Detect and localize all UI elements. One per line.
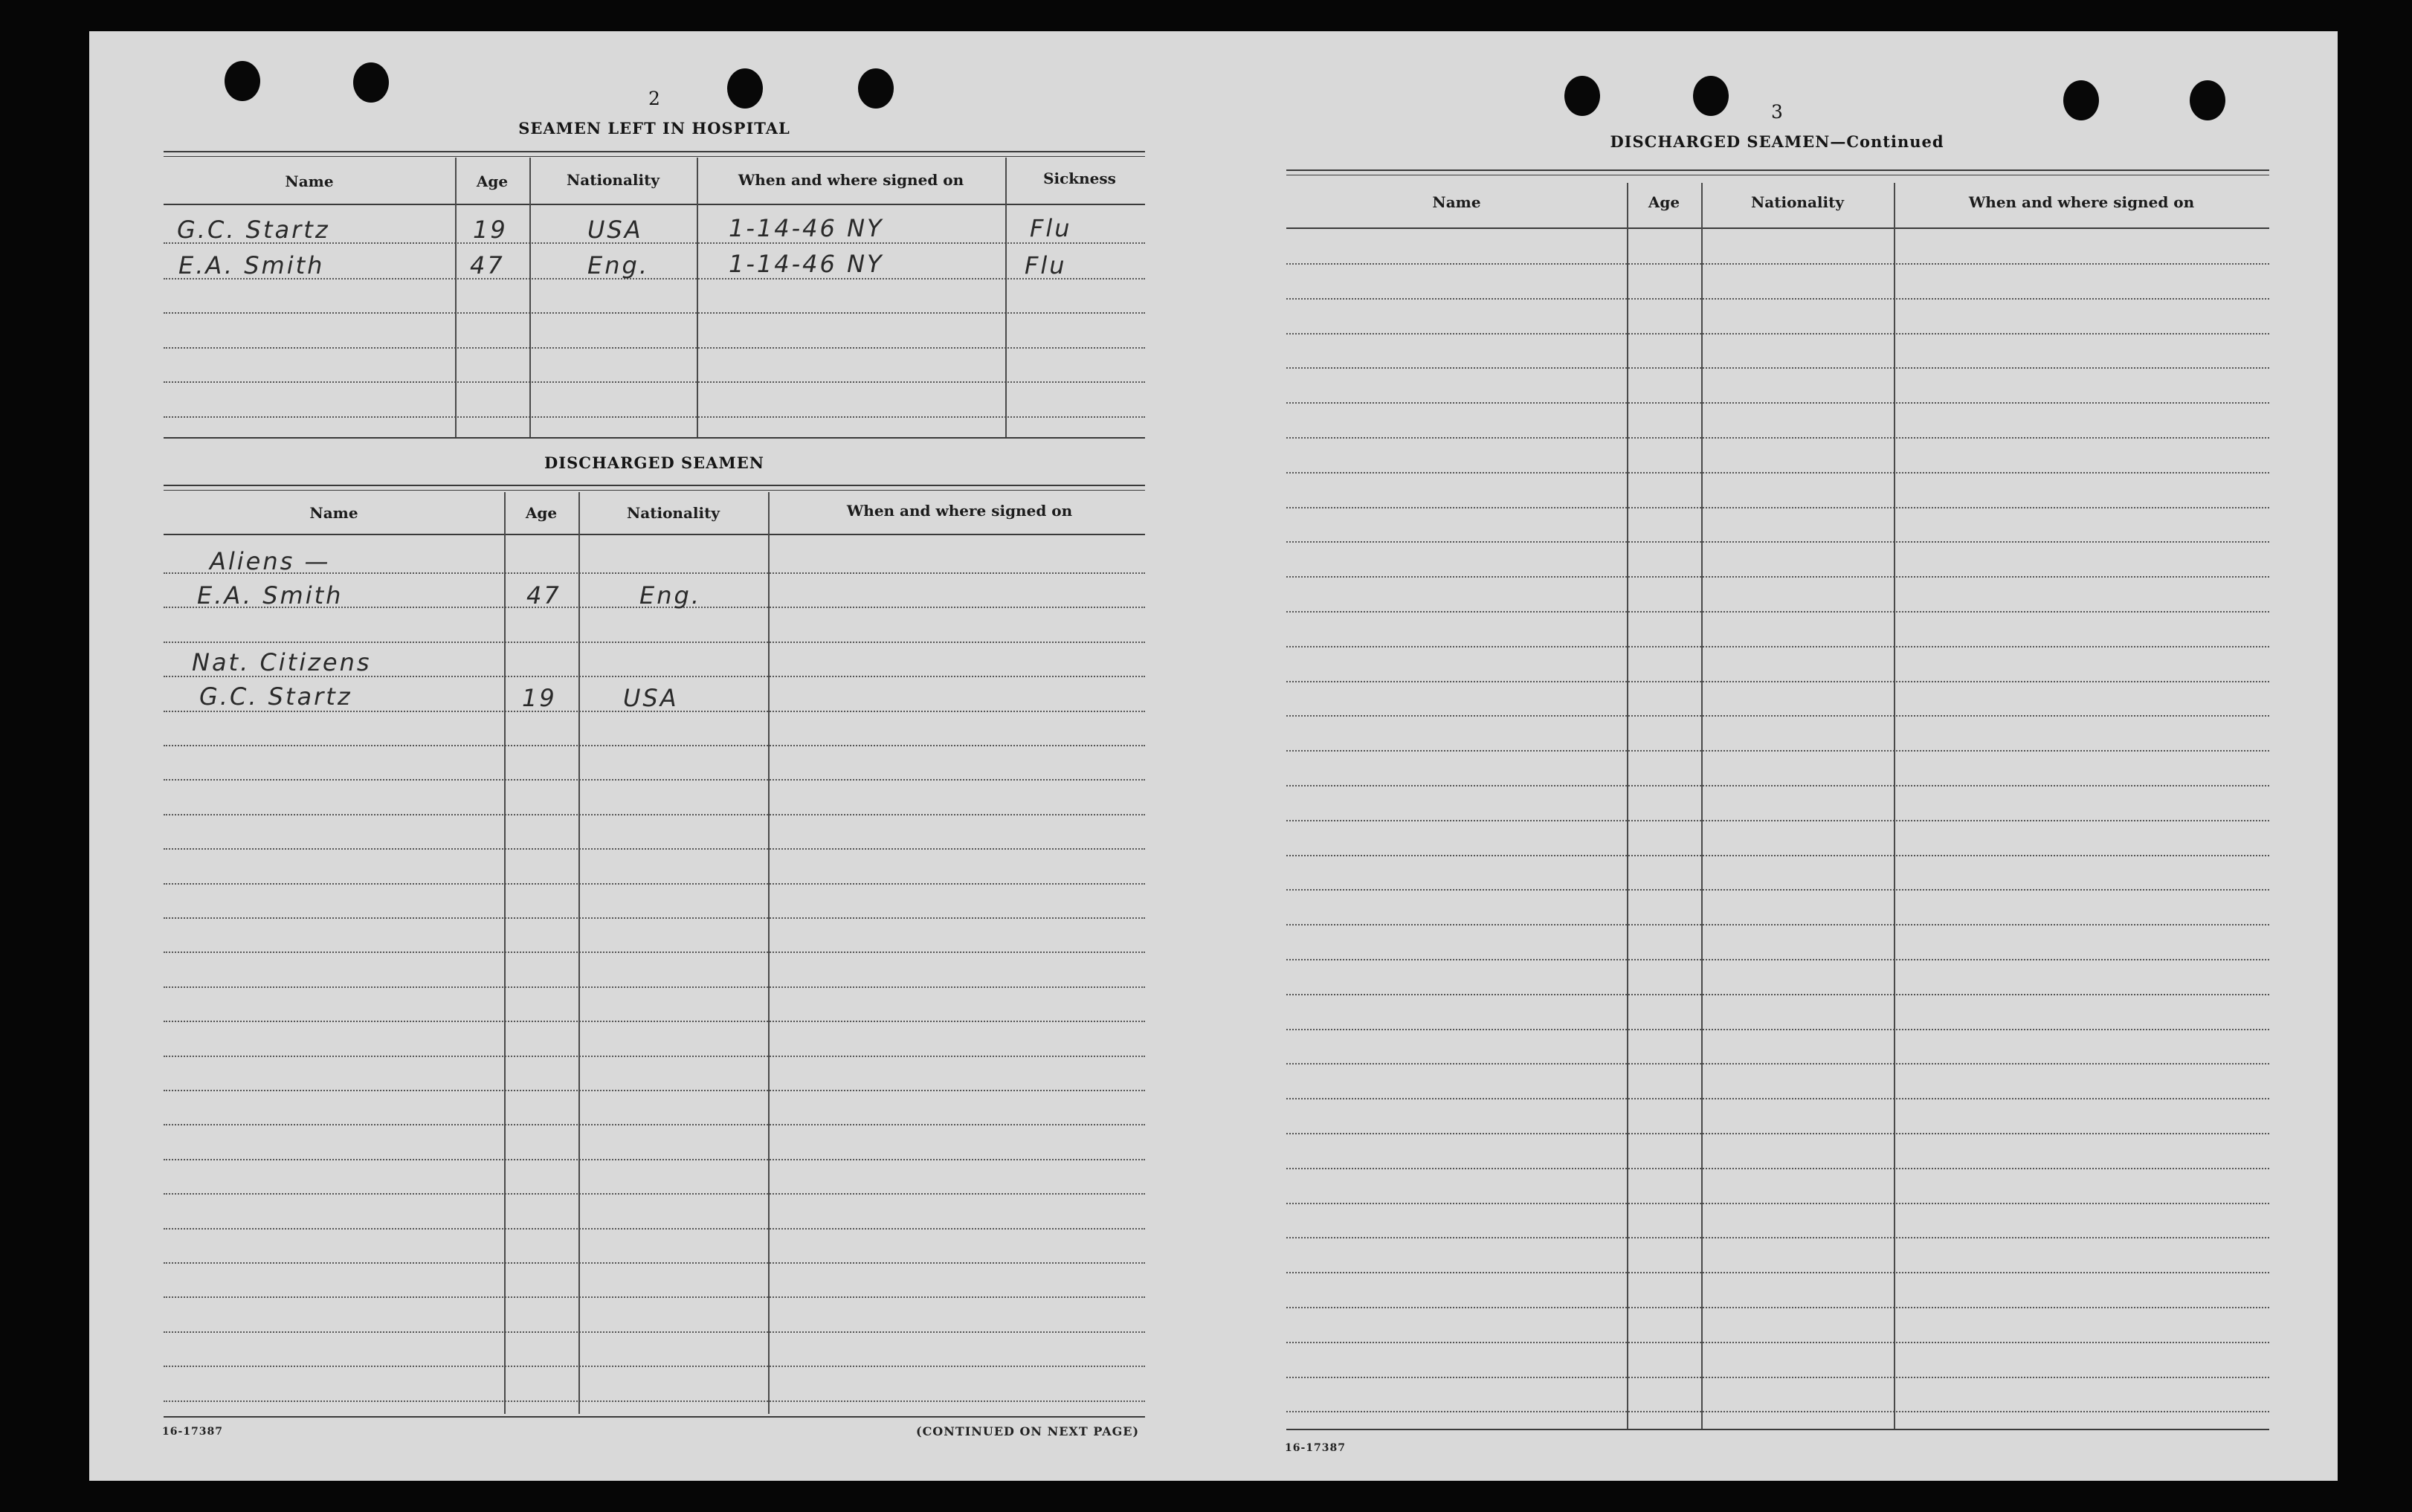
row-rule <box>164 745 1145 746</box>
handwritten-nationality: Eng. <box>587 251 649 280</box>
row-rule <box>164 1090 1145 1091</box>
row-rule <box>1286 1133 2269 1134</box>
column-rule <box>1894 183 1895 1429</box>
handwritten-age: 47 <box>470 251 505 280</box>
punch-hole <box>225 61 260 101</box>
row-rule <box>1286 924 2269 925</box>
row-rule <box>1286 402 2269 404</box>
column-rule <box>1701 183 1703 1429</box>
column-header-name: Name <box>285 172 334 190</box>
column-header-signed-on: When and where signed on <box>1968 193 2195 211</box>
discharged-continued-title: DISCHARGED SEAMEN—Continued <box>1610 132 1944 151</box>
row-rule <box>164 1331 1145 1333</box>
handwritten-signed-on: 1-14-46 NY <box>729 214 884 242</box>
table-rule <box>164 490 1145 491</box>
handwritten-nationality: USA <box>587 216 643 244</box>
row-rule <box>164 312 1145 314</box>
row-rule <box>1286 959 2269 960</box>
row-rule <box>1286 611 2269 613</box>
handwritten-sickness: Flu <box>1025 251 1067 280</box>
table-rule <box>164 151 1145 152</box>
column-header-name: Name <box>309 504 358 522</box>
row-rule <box>1286 541 2269 543</box>
row-rule <box>164 986 1145 988</box>
column-rule <box>504 492 506 1414</box>
punch-hole <box>858 68 894 109</box>
column-rule <box>529 158 531 437</box>
column-header-age: Age <box>476 172 509 190</box>
table-rule <box>164 437 1145 439</box>
row-rule <box>1286 576 2269 578</box>
punch-hole <box>353 62 389 103</box>
row-rule <box>164 1366 1145 1367</box>
row-rule <box>164 848 1145 850</box>
row-rule <box>164 1262 1145 1264</box>
row-rule <box>1286 750 2269 752</box>
row-rule <box>164 1159 1145 1160</box>
table-rule <box>164 1416 1145 1418</box>
punch-hole <box>2190 80 2225 120</box>
handwritten-nationality: USA <box>623 684 679 712</box>
column-header-name: Name <box>1432 193 1481 211</box>
form-number: 16-17387 <box>162 1426 223 1438</box>
row-rule <box>1286 507 2269 508</box>
row-rule <box>1286 1342 2269 1343</box>
punch-hole <box>1564 76 1600 116</box>
row-rule <box>1286 367 2269 369</box>
handwritten-name: G.C. Startz <box>199 682 352 711</box>
column-header-nationality: Nationality <box>567 171 660 189</box>
table-rule <box>164 156 1145 157</box>
row-rule <box>1286 1168 2269 1169</box>
row-rule <box>1286 437 2269 439</box>
row-rule <box>1286 298 2269 300</box>
row-rule <box>1286 994 2269 995</box>
table-rule <box>164 485 1145 486</box>
row-rule <box>1286 1307 2269 1308</box>
handwritten-name: G.C. Startz <box>177 216 330 244</box>
column-rule <box>578 492 580 1414</box>
row-rule <box>1286 1203 2269 1204</box>
row-rule <box>164 1056 1145 1057</box>
row-rule <box>164 883 1145 885</box>
page-number: 3 <box>1771 101 1783 123</box>
column-header-nationality: Nationality <box>627 504 720 522</box>
page-number: 2 <box>648 88 660 109</box>
column-header-signed-on: When and where signed on <box>846 502 1073 520</box>
handwritten-name: E.A. Smith <box>178 251 325 280</box>
row-rule <box>1286 820 2269 821</box>
table-header-rule <box>164 204 1145 205</box>
row-rule <box>1286 333 2269 335</box>
row-rule <box>1286 715 2269 717</box>
column-rule <box>1627 183 1628 1429</box>
handwritten-group-label: Aliens — <box>210 547 331 575</box>
table-rule <box>1286 169 2269 171</box>
row-rule <box>1286 263 2269 265</box>
form-number: 16-17387 <box>1285 1442 1346 1454</box>
column-rule <box>455 158 457 437</box>
row-rule <box>164 814 1145 815</box>
table-header-rule <box>1286 227 2269 229</box>
punch-hole <box>727 68 763 109</box>
handwritten-sickness: Flu <box>1030 214 1072 242</box>
row-rule <box>1286 1411 2269 1412</box>
row-rule <box>1286 1098 2269 1099</box>
handwritten-age: 19 <box>473 216 508 244</box>
column-header-signed-on: When and where signed on <box>738 171 964 189</box>
handwritten-age: 19 <box>522 684 557 712</box>
row-rule <box>1286 855 2269 856</box>
row-rule <box>1286 646 2269 647</box>
row-rule <box>1286 472 2269 474</box>
row-rule <box>1286 1377 2269 1378</box>
row-rule <box>1286 681 2269 682</box>
row-rule <box>164 347 1145 349</box>
row-rule <box>1286 1237 2269 1238</box>
row-rule <box>164 1400 1145 1402</box>
row-rule <box>164 917 1145 919</box>
hospital-section-title: SEAMEN LEFT IN HOSPITAL <box>518 119 790 138</box>
handwritten-signed-on: 1-14-46 NY <box>729 250 884 278</box>
column-rule <box>768 492 770 1414</box>
punch-hole <box>2063 80 2099 120</box>
row-rule <box>164 642 1145 643</box>
column-header-sickness: Sickness <box>1043 169 1116 187</box>
row-rule <box>164 416 1145 418</box>
row-rule <box>164 1296 1145 1298</box>
row-rule <box>1286 1063 2269 1064</box>
row-rule <box>164 1193 1145 1195</box>
continued-note: (CONTINUED ON NEXT PAGE) <box>916 1424 1140 1438</box>
column-header-nationality: Nationality <box>1751 193 1844 211</box>
row-rule <box>164 1124 1145 1125</box>
column-header-age: Age <box>525 504 558 522</box>
row-rule <box>164 381 1145 383</box>
row-rule <box>1286 1272 2269 1273</box>
handwritten-nationality: Eng. <box>639 581 701 610</box>
column-rule <box>697 158 698 437</box>
handwritten-group-label: Nat. Citizens <box>192 648 372 676</box>
row-rule <box>164 952 1145 953</box>
row-rule <box>1286 785 2269 786</box>
column-rule <box>1005 158 1007 437</box>
table-header-rule <box>164 534 1145 535</box>
row-rule <box>164 1228 1145 1230</box>
table-rule <box>1286 1429 2269 1430</box>
column-header-age: Age <box>1648 193 1680 211</box>
row-rule <box>164 1021 1145 1022</box>
row-rule <box>164 779 1145 781</box>
handwritten-name: E.A. Smith <box>197 581 344 610</box>
punch-hole <box>1693 76 1729 116</box>
handwritten-age: 47 <box>526 581 561 610</box>
discharged-section-title: DISCHARGED SEAMEN <box>544 453 764 472</box>
row-rule <box>1286 889 2269 891</box>
row-rule <box>1286 1029 2269 1030</box>
